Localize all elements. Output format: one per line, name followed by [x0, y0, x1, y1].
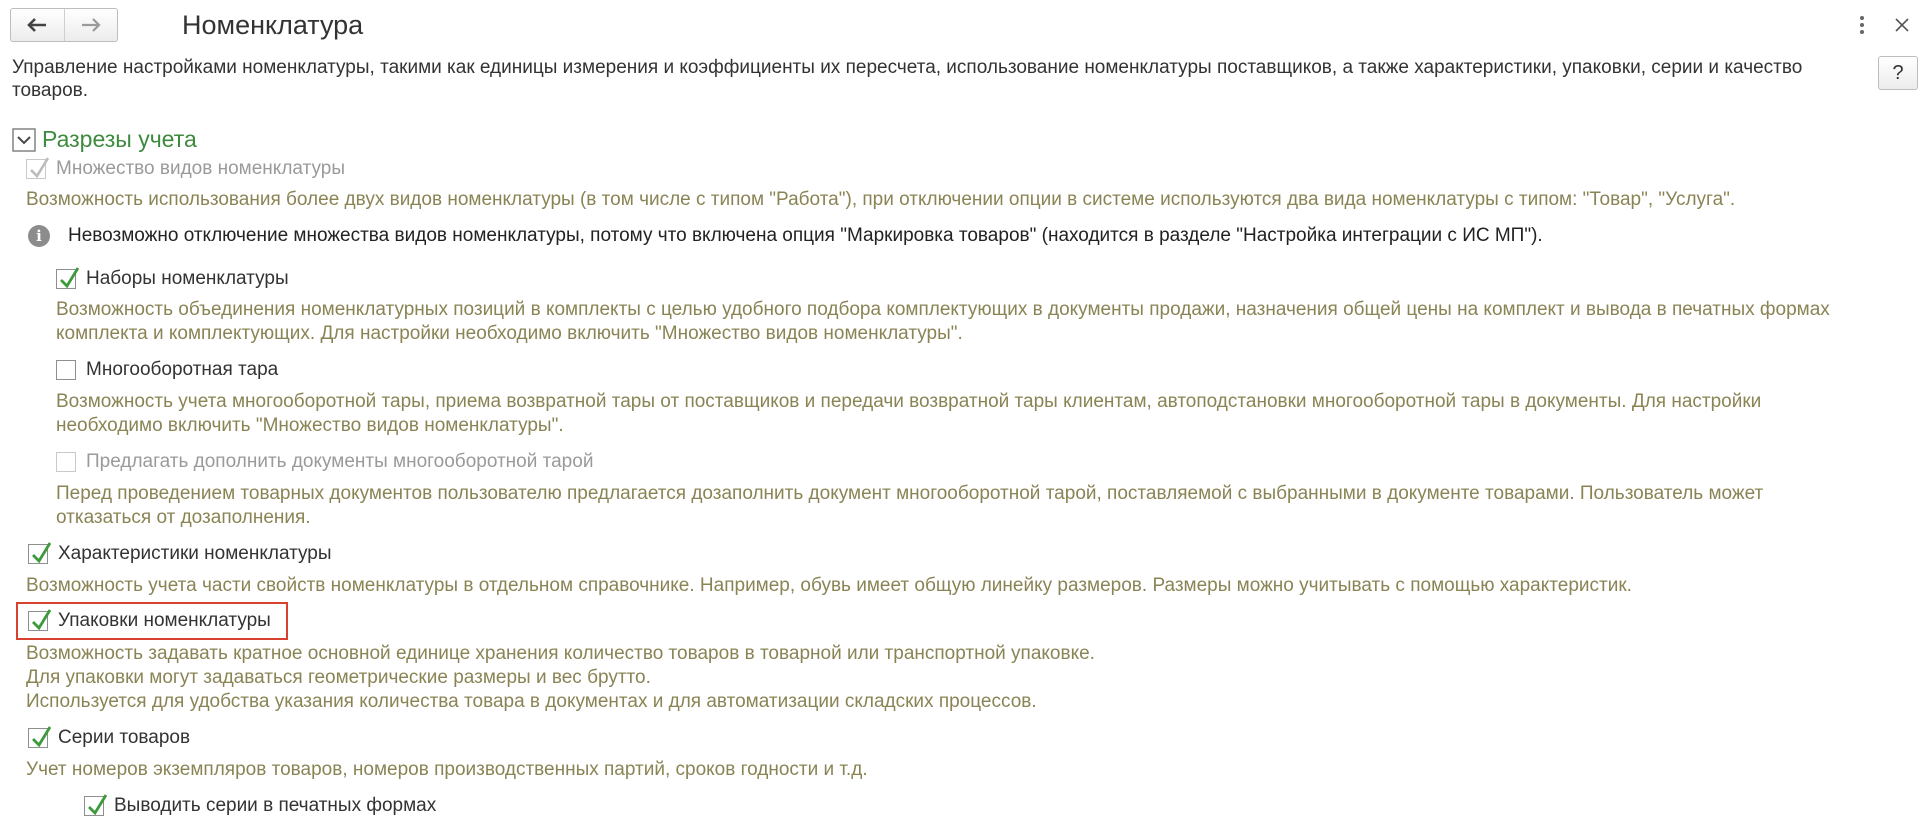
packages-label: Упаковки номенклатуры	[58, 610, 271, 631]
returnable-tare-label: Многооборотная тара	[86, 359, 279, 380]
returnable-tare-note-line1: Возможность учета многооборотной тары, приема возвратной тары от поставщиков и передачи возвратной тары клиентам, автоподстановки многооборотной тары в документы. Для настройки	[56, 391, 1762, 412]
characteristics-checkbox[interactable]	[28, 544, 48, 564]
close-icon	[1895, 18, 1909, 32]
series-checkbox[interactable]	[28, 728, 48, 748]
collapse-chevron-icon	[12, 128, 36, 152]
packages-checkbox[interactable]	[28, 611, 48, 631]
packages-note-line3: Используется для удобства указания количества товара в документах и для автоматизации складских процессов.	[26, 691, 1037, 712]
back-button[interactable]	[11, 9, 64, 41]
info-icon: i	[28, 225, 50, 247]
setting-packages	[28, 609, 271, 633]
multi-kinds-info-text: Невозможно отключение множества видов номенклатуры, потому что включена опция "Маркировка товаров" (находится в разделе "Настройка интеграции с ИС МП").	[68, 225, 1543, 246]
series-note: Учет номеров экземпляров товаров, номеров производственных партий, сроков годности и т.д.	[26, 759, 868, 780]
forward-button[interactable]	[64, 9, 118, 41]
checkmark-icon	[30, 539, 52, 565]
checkmark-icon	[58, 264, 80, 290]
group-header[interactable]	[12, 126, 197, 153]
checkmark-icon	[30, 723, 52, 749]
setting-returnable-tare	[56, 358, 278, 382]
multi-kinds-note: Возможность использования более двух видов номенклатуры (в том числе с типом "Работа"), при отключении опции в системе используются два вида номенклатуры с типом: "Товар", "Услуга".	[26, 189, 1736, 210]
offer-tare-note-line1: Перед проведением товарных документов пользователю предлагается дозаполнить документ многооборотной тарой, поставляемой с выбранными в документе товарами. Пользователь может	[56, 483, 1764, 504]
multi-kinds-info	[28, 225, 1543, 247]
offer-tare-label: Предлагать дополнить документы многооборотной тарой	[86, 451, 594, 472]
returnable-tare-checkbox[interactable]	[56, 360, 76, 380]
navigation-buttons	[10, 8, 118, 42]
kits-checkbox[interactable]	[56, 269, 76, 289]
print-series-checkbox[interactable]	[84, 796, 104, 816]
kits-note-line1: Возможность объединения номенклатурных позиций в комплекты с целью удобного подбора комплектующих в документы продажи, назначения общей цены на комплект и вывода в печатных формах	[56, 299, 1830, 320]
more-button[interactable]	[1852, 12, 1872, 38]
characteristics-note: Возможность учета части свойств номенклатуры в отдельном справочнике. Например, обувь имеет общую линейку размеров. Размеры можно учитывать с помощью характеристик.	[26, 575, 1632, 596]
series-label: Серии товаров	[58, 727, 191, 748]
kits-note-line2: комплекта и комплектующих. Для настройки необходимо включить "Множество видов номенклатуры".	[56, 323, 963, 344]
checkmark-icon	[30, 606, 52, 632]
checkmark-icon	[86, 791, 108, 817]
offer-tare-checkbox[interactable]	[56, 452, 76, 472]
print-series-label: Выводить серии в печатных формах	[114, 795, 437, 816]
multi-kinds-checkbox[interactable]	[26, 159, 46, 179]
arrow-left-icon	[26, 17, 48, 33]
page-title: Номенклатура	[182, 10, 364, 40]
setting-print-series	[84, 794, 436, 818]
characteristics-label: Характеристики номенклатуры	[58, 543, 332, 564]
checkmark-icon	[28, 154, 50, 180]
setting-series	[28, 726, 190, 750]
returnable-tare-note-line2: необходимо включить "Множество видов номенклатуры".	[56, 415, 564, 436]
setting-characteristics	[28, 542, 332, 566]
arrow-right-icon	[80, 17, 102, 33]
page-description: Управление настройками номенклатуры, такими как единицы измерения и коэффициенты их пересчета, использование номенклатуры поставщиков, а также характеристики, упаковки, серии и качество товаров.	[12, 57, 1803, 101]
offer-tare-note-line2: отказаться от дозаполнения.	[56, 507, 311, 528]
more-vertical-icon	[1859, 15, 1865, 35]
help-button[interactable]: ?	[1878, 56, 1918, 90]
packages-note-line2: Для упаковки могут задаваться геометрические размеры и вес брутто.	[26, 667, 651, 688]
packages-note-line1: Возможность задавать кратное основной единице хранения количество товаров в товарной или транспортной упаковке.	[26, 643, 1095, 664]
close-button[interactable]	[1890, 12, 1914, 38]
multi-kinds-label: Множество видов номенклатуры	[56, 158, 345, 179]
setting-kits	[56, 267, 289, 291]
kits-label: Наборы номенклатуры	[86, 268, 289, 289]
setting-multi-kinds	[26, 157, 345, 181]
setting-offer-tare	[56, 450, 593, 474]
group-title: Разрезы учета	[42, 126, 197, 152]
